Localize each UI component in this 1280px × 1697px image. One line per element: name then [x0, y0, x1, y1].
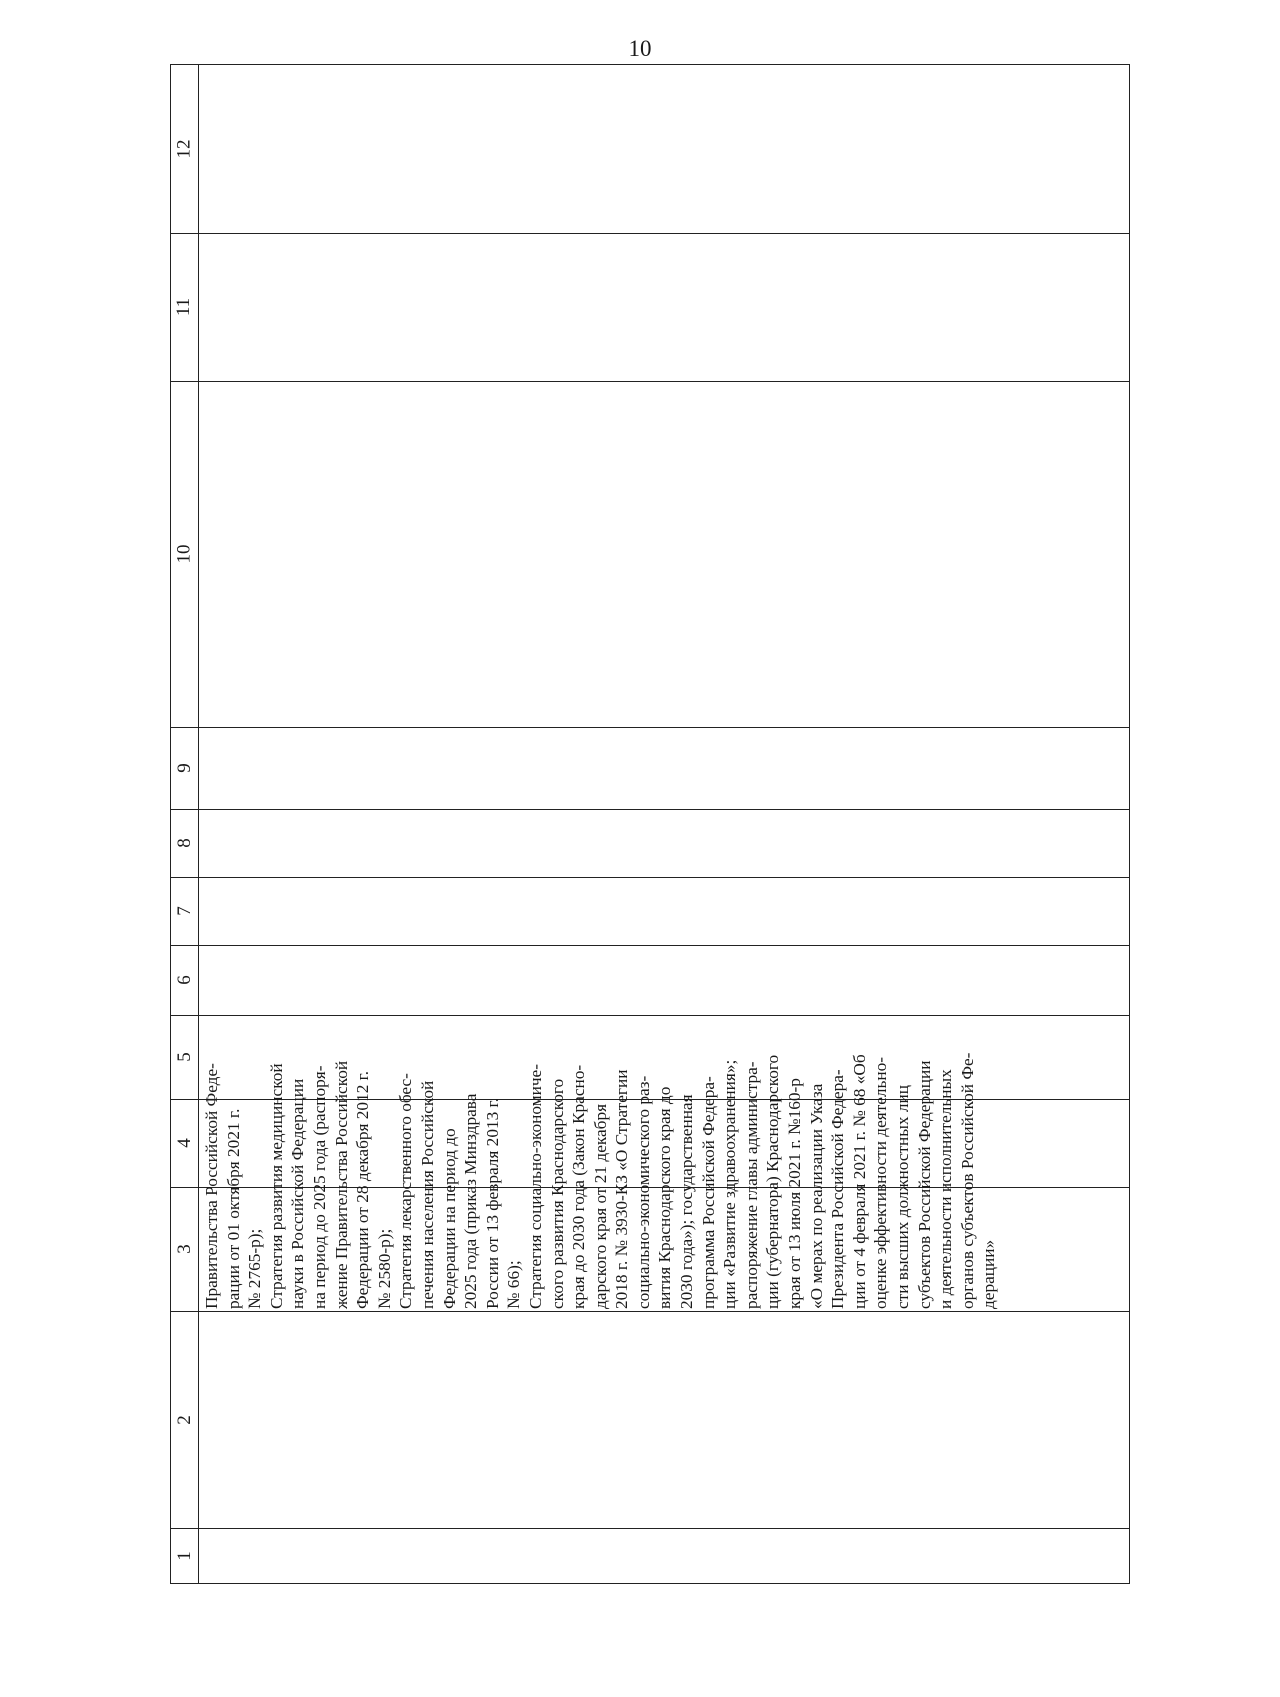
row-separator [171, 233, 1129, 234]
text-line: Стратегия социально-экономиче- [525, 1064, 545, 1309]
text-line: Федерации на период до [439, 1128, 459, 1309]
column-header-10: 10 [173, 544, 195, 564]
text-line: ского развития Краснодарского [547, 1078, 567, 1309]
text-line: № 2765-р); [245, 1228, 265, 1309]
text-line: органов субъектов Российской Фе- [957, 1052, 977, 1309]
text-line: № 2580-р); [374, 1228, 394, 1309]
column-header-1: 1 [173, 1550, 195, 1561]
text-line: дерации» [979, 1239, 999, 1309]
text-line: России от 13 февраля 2013 г. [482, 1097, 502, 1309]
text-line: на период до 2025 года (распоря- [309, 1065, 329, 1309]
text-line: Правительства Российской Феде- [202, 1063, 221, 1309]
text-line: «О мерах по реализации Указа [806, 1083, 826, 1309]
text-line: 2018 г. № 3930-КЗ «О Стратегии [612, 1069, 632, 1309]
column-header-8: 8 [173, 838, 195, 848]
column-header-2: 2 [173, 1414, 195, 1425]
text-line: рации от 01 октября 2021 г. [223, 1108, 243, 1309]
text-line: программа Российской Федера- [698, 1076, 718, 1309]
text-line: печения населения Российской [417, 1080, 437, 1309]
row-separator [171, 1311, 1129, 1312]
text-line: жение Правительства Российской [331, 1060, 351, 1309]
text-line: края от 13 июля 2021 г. №160-р [785, 1078, 805, 1309]
text-line: № 66); [504, 1260, 524, 1309]
text-line: Президента Российской Федера- [828, 1069, 848, 1309]
column-header-12: 12 [173, 139, 195, 159]
text-line: и деятельности исполнительных [936, 1069, 956, 1309]
text-line: Стратегия развития медицинской [266, 1063, 286, 1309]
text-line: ции (губернатора) Краснодарского [763, 1054, 783, 1309]
column-header-3: 3 [173, 1244, 195, 1254]
text-line: Федерации от 28 декабря 2012 г. [353, 1070, 373, 1309]
page-number: 10 [628, 36, 652, 61]
text-line: науки в Российской Федерации [288, 1078, 308, 1309]
column-header-5: 5 [173, 1052, 195, 1062]
column-header-6: 6 [173, 975, 195, 985]
column-header-4: 4 [173, 1138, 195, 1148]
text-line: ции «Развитие здравоохранения»; [720, 1059, 740, 1309]
text-line: 2025 года (приказ Минздрава [461, 1093, 481, 1309]
text-line: оценке эффективности деятельно- [871, 1056, 891, 1309]
column-header-7: 7 [173, 906, 195, 916]
text-line: субъектов Российской Федерации [914, 1060, 934, 1309]
text-line: социально-экономического раз- [633, 1075, 653, 1309]
text-line: ции от 4 февраля 2021 г. № 68 «Об [849, 1054, 869, 1309]
text-line: вития Краснодарского края до [655, 1086, 675, 1309]
text-line: края до 2030 года (Закон Красно- [569, 1064, 589, 1309]
column-header-11: 11 [173, 297, 195, 317]
text-line: Стратегия лекарственного обес- [396, 1073, 416, 1309]
cell-column-10-text [201, 381, 999, 1311]
text-line: сти высших должностных лиц [893, 1085, 912, 1309]
cell-column-10 [201, 381, 999, 1311]
row-separator [171, 1528, 1129, 1529]
text-line: 2030 года»); государственная [677, 1094, 697, 1309]
rotated-table [170, 64, 1130, 1584]
column-header-9: 9 [173, 763, 195, 773]
text-line: распоряжение главы администра- [741, 1061, 761, 1309]
text-line: дарского края от 21 декабря [590, 1103, 610, 1309]
